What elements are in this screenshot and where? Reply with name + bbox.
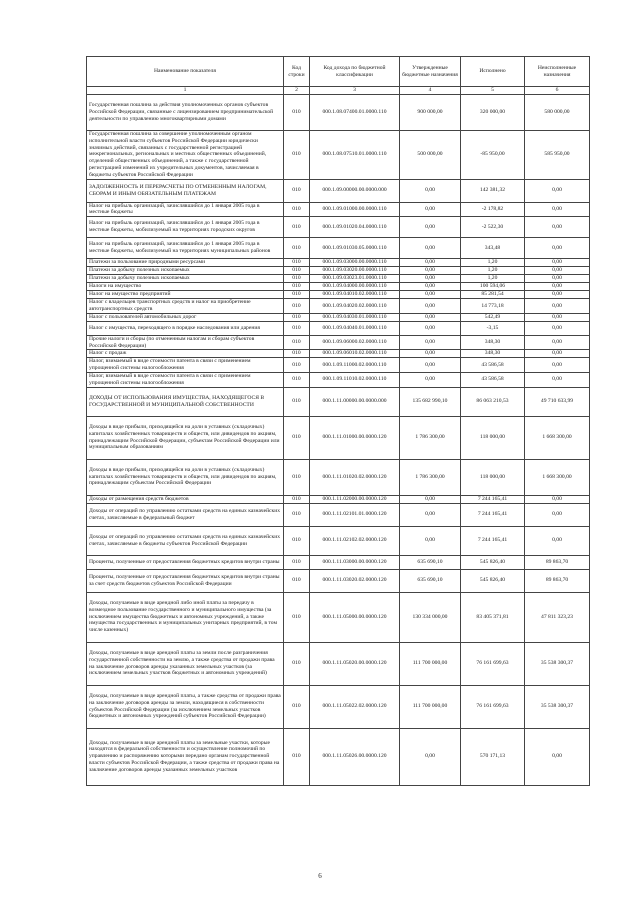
row-line-code: 010: [284, 313, 310, 321]
header-indicator-name: Наименование показателя: [87, 57, 284, 87]
row-line-code: 010: [284, 95, 310, 131]
budget-execution-table: [86, 56, 590, 786]
row-line-code: 010: [284, 372, 310, 387]
table-row: [87, 685, 590, 728]
row-executed-value: 85 281,54: [461, 291, 525, 299]
row-executed-value: 7 244 165,41: [461, 495, 525, 503]
column-number: 6: [525, 87, 590, 95]
row-line-code: 010: [284, 291, 310, 299]
row-unexecuted-value: 0,00: [525, 283, 590, 291]
row-line-code: 010: [284, 283, 310, 291]
row-executed-value: -2 178,82: [461, 202, 525, 217]
row-line-code: 010: [284, 685, 310, 728]
row-executed-value: 43 586,58: [461, 358, 525, 373]
row-income-code: 000.1.11.05000.00.0000.120: [310, 592, 400, 642]
row-income-code: 000.1.09.03023.01.0000.110: [310, 275, 400, 283]
row-indicator-name: Налоги на имущество: [87, 283, 284, 291]
row-unexecuted-value: 0,00: [525, 202, 590, 217]
row-unexecuted-value: 0,00: [525, 313, 590, 321]
row-income-code: 000.1.11.01000.00.0000.120: [310, 416, 400, 459]
row-executed-value: 1,20: [461, 267, 525, 275]
row-unexecuted-value: 0,00: [525, 372, 590, 387]
row-unexecuted-value: 0,00: [525, 335, 590, 350]
row-executed-value: 570 171,13: [461, 728, 525, 785]
row-executed-value: 86 063 210,53: [461, 387, 525, 416]
table-row: [87, 372, 590, 387]
row-executed-value: 76 161 699,63: [461, 642, 525, 685]
row-approved-value: 900 000,00: [400, 95, 461, 131]
row-line-code: 010: [284, 495, 310, 503]
row-approved-value: 0,00: [400, 321, 461, 335]
row-unexecuted-value: 89 863,70: [525, 555, 590, 569]
row-executed-value: -85 950,00: [461, 131, 525, 180]
header-executed: Исполнено: [461, 57, 525, 87]
row-executed-value: 14 773,18: [461, 299, 525, 314]
row-executed-value: 100 594,06: [461, 283, 525, 291]
row-approved-value: 0,00: [400, 283, 461, 291]
row-line-code: 010: [284, 267, 310, 275]
row-approved-value: 111 700 000,00: [400, 642, 461, 685]
row-line-code: 010: [284, 350, 310, 358]
row-indicator-name: Налог с владельцев транспортных средств и налог на приобретение автотранспортных средств: [87, 299, 284, 314]
row-unexecuted-value: 1 668 300,00: [525, 416, 590, 459]
row-approved-value: 0,00: [400, 259, 461, 267]
row-income-code: 000.1.11.01020.02.0000.120: [310, 459, 400, 495]
table-row: [87, 267, 590, 275]
row-executed-value: 118 000,00: [461, 416, 525, 459]
row-approved-value: 111 700 000,00: [400, 685, 461, 728]
page-number: 6: [318, 872, 322, 880]
row-approved-value: 0,00: [400, 217, 461, 238]
row-indicator-name: ЗАДОЛЖЕННОСТЬ И ПЕРЕРАСЧЕТЫ ПО ОТМЕНЕННЫМ НАЛОГАМ, СБОРАМ И ИНЫМ ОБЯЗАТЕЛЬНЫМ ПЛАТЕЖАМ: [87, 179, 284, 202]
row-income-code: 000.1.11.05026.00.0000.120: [310, 728, 400, 785]
row-income-code: 000.1.11.03020.02.0000.120: [310, 569, 400, 592]
row-unexecuted-value: 0,00: [525, 495, 590, 503]
table-row: [87, 503, 590, 526]
table-row: [87, 555, 590, 569]
table-row: [87, 179, 590, 202]
row-indicator-name: Доходы в виде прибыли, приходящейся на доли в уставных (складочных) капиталах хозяйственных товариществ и обществ, или дивидендов по акциям, принадлежащим субъектам Российской Федерации: [87, 459, 284, 495]
row-income-code: 000.1.09.00000.00.0000.000: [310, 179, 400, 202]
column-number: 3: [310, 87, 400, 95]
row-approved-value: 0,00: [400, 299, 461, 314]
row-line-code: 010: [284, 358, 310, 373]
row-line-code: 010: [284, 503, 310, 526]
table-row: [87, 95, 590, 131]
row-indicator-name: Налог с продаж: [87, 350, 284, 358]
row-income-code: 000.1.09.04000.00.0000.110: [310, 283, 400, 291]
row-line-code: 010: [284, 275, 310, 283]
row-line-code: 010: [284, 592, 310, 642]
row-unexecuted-value: 585 950,00: [525, 131, 590, 180]
row-indicator-name: Проценты, полученные от предоставления бюджетных кредитов внутри страны за счет средств бюджетов субъектов Российской Федерации: [87, 569, 284, 592]
row-unexecuted-value: 0,00: [525, 238, 590, 259]
row-unexecuted-value: 35 538 300,37: [525, 685, 590, 728]
table-row: [87, 259, 590, 267]
row-income-code: 000.1.09.11010.02.0000.110: [310, 372, 400, 387]
row-income-code: 000.1.09.04040.01.0000.110: [310, 321, 400, 335]
row-income-code: 000.1.09.01030.05.0000.110: [310, 238, 400, 259]
row-approved-value: 0,00: [400, 358, 461, 373]
row-income-code: 000.1.11.02102.02.0000.120: [310, 526, 400, 555]
row-indicator-name: Налог на имущество предприятий: [87, 291, 284, 299]
row-indicator-name: Налог на прибыль организаций, зачислявшийся до 1 января 2005 года в местные бюджеты, мобилизуемый на территориях городских округов: [87, 217, 284, 238]
row-line-code: 010: [284, 416, 310, 459]
table-row: [87, 592, 590, 642]
row-approved-value: 500 000,00: [400, 131, 461, 180]
row-income-code: 000.1.11.02000.00.0000.120: [310, 495, 400, 503]
table-row: [87, 416, 590, 459]
row-unexecuted-value: 35 538 300,37: [525, 642, 590, 685]
row-approved-value: 1 786 300,00: [400, 459, 461, 495]
row-approved-value: 0,00: [400, 495, 461, 503]
table-row: [87, 495, 590, 503]
row-indicator-name: Налог на прибыль организаций, зачислявшийся до 1 января 2005 года в местные бюджеты: [87, 202, 284, 217]
row-indicator-name: Налог, взимаемый в виде стоимости патента в связи с применением упрощенной системы налогообложения: [87, 372, 284, 387]
row-executed-value: 1,20: [461, 259, 525, 267]
row-executed-value: 320 000,00: [461, 95, 525, 131]
row-approved-value: 0,00: [400, 313, 461, 321]
table-row: [87, 350, 590, 358]
row-executed-value: -3,15: [461, 321, 525, 335]
row-indicator-name: Платежи за добычу полезных ископаемых: [87, 275, 284, 283]
column-number-row: [87, 87, 590, 95]
row-indicator-name: Государственная пошлина за совершение уполномоченным органом исполнительной власти субъектов Российской Федерации юридически значимых действий, связанных с государственной регистрацией межрегиональных, региональных и местных общественных объединений, отделений общественных объединений, а также с государственной регистрацией изменений их учредительных документов, зачисляемая в бюджеты субъектов Российской Федерации: [87, 131, 284, 180]
row-approved-value: 0,00: [400, 267, 461, 275]
row-indicator-name: Государственная пошлина за действия уполномоченных органов субъектов Российской Федерации, связанные с лицензированием предпринимательской деятельности по управлению многоквартирными домами: [87, 95, 284, 131]
column-number: 4: [400, 87, 461, 95]
row-indicator-name: Доходы, получаемые в виде арендной платы за земельные участки, которые находятся в федеральной собственности и осуществление полномочий по управлению и распоряжению которыми передано органам государственной власти субъектов Российской Федерации, а также средства от продажи права на заключение договоров аренды указанных земельных участков: [87, 728, 284, 785]
row-approved-value: 0,00: [400, 503, 461, 526]
table-row: [87, 291, 590, 299]
table-row: [87, 642, 590, 685]
row-indicator-name: Доходы от операций по управлению остатками средств на единых казначейских счетах, зачисляемые в бюджеты субъектов Российской Федерации: [87, 526, 284, 555]
row-unexecuted-value: 47 811 323,23: [525, 592, 590, 642]
row-indicator-name: Доходы, получаемые в виде арендной либо иной платы за передачу в возмездное пользование государственного и муниципального имущества (за исключением имущества бюджетных и автономных учреждений, а также имущества государственных и муниципальных унитарных предприятий, в том числе казенных): [87, 592, 284, 642]
row-income-code: 000.1.09.03000.00.0000.110: [310, 259, 400, 267]
row-line-code: 010: [284, 642, 310, 685]
row-unexecuted-value: 580 000,00: [525, 95, 590, 131]
row-indicator-name: Прочие налоги и сборы (по отмененным налогам и сборам субъектов Российской Федерации): [87, 335, 284, 350]
row-indicator-name: Доходы в виде прибыли, приходящейся на доли в уставных (складочных) капиталах хозяйственных товариществ и обществ, или дивидендов по акциям, принадлежащим Российской Федерации, субъектам Российской Федерации или муниципальным образованиям: [87, 416, 284, 459]
row-income-code: 000.1.08.07400.01.0000.110: [310, 95, 400, 131]
row-indicator-name: Налог, взимаемый в виде стоимости патента в связи с применением упрощенной системы налогообложения: [87, 358, 284, 373]
row-indicator-name: Платежи за добычу полезных ископаемых: [87, 267, 284, 275]
table-row: [87, 358, 590, 373]
row-approved-value: 0,00: [400, 179, 461, 202]
row-unexecuted-value: 0,00: [525, 259, 590, 267]
row-approved-value: 0,00: [400, 350, 461, 358]
header-line-code: Код строки: [284, 57, 310, 87]
row-income-code: 000.1.09.01000.00.0000.110: [310, 202, 400, 217]
table-row: [87, 202, 590, 217]
row-approved-value: 0,00: [400, 372, 461, 387]
table-row: [87, 459, 590, 495]
column-number: 1: [87, 87, 284, 95]
table-row: [87, 131, 590, 180]
row-income-code: 000.1.09.04030.01.0000.110: [310, 313, 400, 321]
row-unexecuted-value: 0,00: [525, 275, 590, 283]
row-executed-value: 1,20: [461, 275, 525, 283]
row-executed-value: 118 000,00: [461, 459, 525, 495]
row-executed-value: 7 244 165,41: [461, 526, 525, 555]
row-unexecuted-value: 0,00: [525, 291, 590, 299]
row-approved-value: 635 690,10: [400, 555, 461, 569]
row-indicator-name: Налог с пользователей автомобильных дорог: [87, 313, 284, 321]
row-line-code: 010: [284, 459, 310, 495]
row-approved-value: 135 682 990,10: [400, 387, 461, 416]
table-row: [87, 275, 590, 283]
table-row: [87, 526, 590, 555]
row-executed-value: -2 522,30: [461, 217, 525, 238]
row-income-code: 000.1.11.05022.02.0000.120: [310, 685, 400, 728]
row-line-code: 010: [284, 555, 310, 569]
row-executed-value: 7 244 165,41: [461, 503, 525, 526]
row-line-code: 010: [284, 569, 310, 592]
column-number: 2: [284, 87, 310, 95]
row-income-code: 000.1.11.00000.00.0000.000: [310, 387, 400, 416]
column-number: 5: [461, 87, 525, 95]
row-unexecuted-value: 0,00: [525, 217, 590, 238]
row-executed-value: 542,49: [461, 313, 525, 321]
table-row: [87, 299, 590, 314]
table-row: [87, 728, 590, 785]
row-line-code: 010: [284, 179, 310, 202]
row-executed-value: 142 381,32: [461, 179, 525, 202]
row-line-code: 010: [284, 335, 310, 350]
row-approved-value: 0,00: [400, 238, 461, 259]
row-unexecuted-value: 0,00: [525, 267, 590, 275]
table-header-row: [87, 57, 590, 87]
row-approved-value: 0,00: [400, 728, 461, 785]
row-approved-value: 0,00: [400, 291, 461, 299]
row-income-code: 000.1.11.02101.01.0000.120: [310, 503, 400, 526]
row-indicator-name: Доходы от размещения средств бюджетов: [87, 495, 284, 503]
table-row: [87, 313, 590, 321]
row-line-code: 010: [284, 321, 310, 335]
row-approved-value: 0,00: [400, 275, 461, 283]
row-line-code: 010: [284, 202, 310, 217]
row-income-code: 000.1.11.05020.00.0000.120: [310, 642, 400, 685]
table-row: [87, 321, 590, 335]
row-income-code: 000.1.09.04020.02.0000.110: [310, 299, 400, 314]
row-indicator-name: Доходы, получаемые в виде арендной платы за земли после разграничения государственной собственности на землю, а также средства от продажи права на заключение договоров аренды указанных земельных участков (за исключением земельных участков бюджетных и автономных учреждений): [87, 642, 284, 685]
row-executed-value: 343,48: [461, 238, 525, 259]
row-indicator-name: Доходы от операций по управлению остатками средств на единых казначейских счетах, зачисляемые в федеральный бюджет: [87, 503, 284, 526]
table-row: [87, 283, 590, 291]
row-executed-value: 76 161 699,63: [461, 685, 525, 728]
row-approved-value: 1 786 300,00: [400, 416, 461, 459]
row-unexecuted-value: 49 710 633,99: [525, 387, 590, 416]
row-executed-value: 545 826,40: [461, 569, 525, 592]
row-line-code: 010: [284, 238, 310, 259]
table-row: [87, 335, 590, 350]
row-indicator-name: Платежи за пользование природными ресурсами: [87, 259, 284, 267]
row-approved-value: 0,00: [400, 202, 461, 217]
row-approved-value: 0,00: [400, 335, 461, 350]
row-indicator-name: Доходы, получаемые в виде арендной платы, а также средства от продажи права на заключение договоров аренды за земли, находящиеся в собственности субъектов Российской Федерации (за исключением земельных участков бюджетных и автономных учреждений субъектов Российской Федерации): [87, 685, 284, 728]
row-income-code: 000.1.09.03020.00.0000.110: [310, 267, 400, 275]
row-indicator-name: Проценты, полученные от предоставления бюджетных кредитов внутри страны: [87, 555, 284, 569]
row-income-code: 000.1.09.04010.02.0000.110: [310, 291, 400, 299]
header-income-code: Код дохода по бюджетной классификации: [310, 57, 400, 87]
row-unexecuted-value: 0,00: [525, 503, 590, 526]
row-approved-value: 130 334 000,00: [400, 592, 461, 642]
table-row: [87, 238, 590, 259]
row-income-code: 000.1.11.03000.00.0000.120: [310, 555, 400, 569]
row-line-code: 010: [284, 728, 310, 785]
row-indicator-name: Налог с имущества, переходящего в порядке наследования или дарения: [87, 321, 284, 335]
row-unexecuted-value: 89 863,70: [525, 569, 590, 592]
row-line-code: 010: [284, 526, 310, 555]
row-unexecuted-value: 0,00: [525, 350, 590, 358]
header-approved: Утвержденные бюджетные назначения: [400, 57, 461, 87]
row-unexecuted-value: 1 668 300,00: [525, 459, 590, 495]
row-income-code: 000.1.09.06010.02.0000.110: [310, 350, 400, 358]
table-row: [87, 569, 590, 592]
row-executed-value: 545 826,40: [461, 555, 525, 569]
row-indicator-name: ДОХОДЫ ОТ ИСПОЛЬЗОВАНИЯ ИМУЩЕСТВА, НАХОДЯЩЕГОСЯ В ГОСУДАРСТВЕННОЙ И МУНИЦИПАЛЬНОЙ СОБСТВЕННОСТИ: [87, 387, 284, 416]
row-executed-value: 348,30: [461, 335, 525, 350]
row-approved-value: 0,00: [400, 526, 461, 555]
table-row: [87, 217, 590, 238]
row-line-code: 010: [284, 131, 310, 180]
table-row: [87, 387, 590, 416]
row-unexecuted-value: 0,00: [525, 179, 590, 202]
row-executed-value: 43 586,58: [461, 372, 525, 387]
row-line-code: 010: [284, 259, 310, 267]
row-line-code: 010: [284, 299, 310, 314]
row-income-code: 000.1.09.11000.02.0000.110: [310, 358, 400, 373]
row-line-code: 010: [284, 217, 310, 238]
row-indicator-name: Налог на прибыль организаций, зачислявшийся до 1 января 2005 года в местные бюджеты, мобилизуемый на территориях муниципальных районов: [87, 238, 284, 259]
row-unexecuted-value: 0,00: [525, 728, 590, 785]
row-unexecuted-value: 0,00: [525, 299, 590, 314]
row-unexecuted-value: 0,00: [525, 358, 590, 373]
row-approved-value: 635 690,10: [400, 569, 461, 592]
row-unexecuted-value: 0,00: [525, 526, 590, 555]
row-income-code: 000.1.08.07510.01.0000.110: [310, 131, 400, 180]
row-executed-value: 348,30: [461, 350, 525, 358]
row-income-code: 000.1.09.06000.02.0000.110: [310, 335, 400, 350]
row-unexecuted-value: 0,00: [525, 321, 590, 335]
row-line-code: 010: [284, 387, 310, 416]
row-income-code: 000.1.09.01020.04.0000.110: [310, 217, 400, 238]
header-unexecuted: Неисполненные назначения: [525, 57, 590, 87]
row-executed-value: 83 405 371,81: [461, 592, 525, 642]
